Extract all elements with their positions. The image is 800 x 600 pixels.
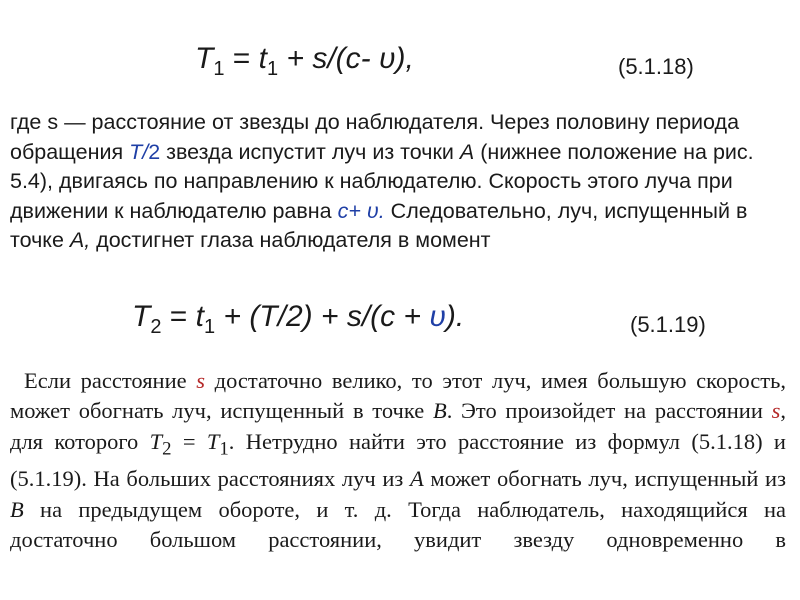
equation-number: (5.1.18): [618, 54, 694, 79]
distance-symbol: s: [196, 368, 206, 393]
period-symbol: T/: [129, 139, 149, 164]
speed-expression: с+ υ.: [337, 198, 385, 223]
equation-number: (5.1.19): [630, 312, 706, 337]
equation-formula: $T_1 = t_1 + s/(c-$ υ),: [195, 42, 414, 80]
equation-formula: $T_2 = t_1 + (T/2) + s/(c + \upsilon)$.: [132, 300, 465, 338]
distance-symbol: s: [771, 398, 781, 424]
equation-5-1-18: [0, 40, 800, 90]
equation-5-1-19: [0, 298, 800, 348]
paragraph-1: где s — расстояние от звезды до наблюдателя. Через половину периода обращения T/2 звезда испустит луч из точки А (нижнее положение на рис. 5.4), двигаясь по направлению к наблюдателю. Скорость этого луча при движении к наблюдателю равна с+ υ. Следовательно, луч, испущенный в точке А, достигнет глаза наблюдателя в момент: [10, 110, 754, 252]
paragraph-2: Если расстояние s достаточно велико, то этот луч, имея большую скорость, может обогнать луч, испущенный в точке В. Это произойдет на расстоянии s, для которого $T_2 = T_1$. Нетрудно найти это расстояние из формул (5.1.18) и (5.1.19). На больших расстояниях луч из А может обогнать луч, испущенный из В на предыдущем обороте, и т. д. Тогда наблюдатель, находящийся на достаточно большом расстоянии, увидит звезду одновременно в: [10, 368, 786, 552]
